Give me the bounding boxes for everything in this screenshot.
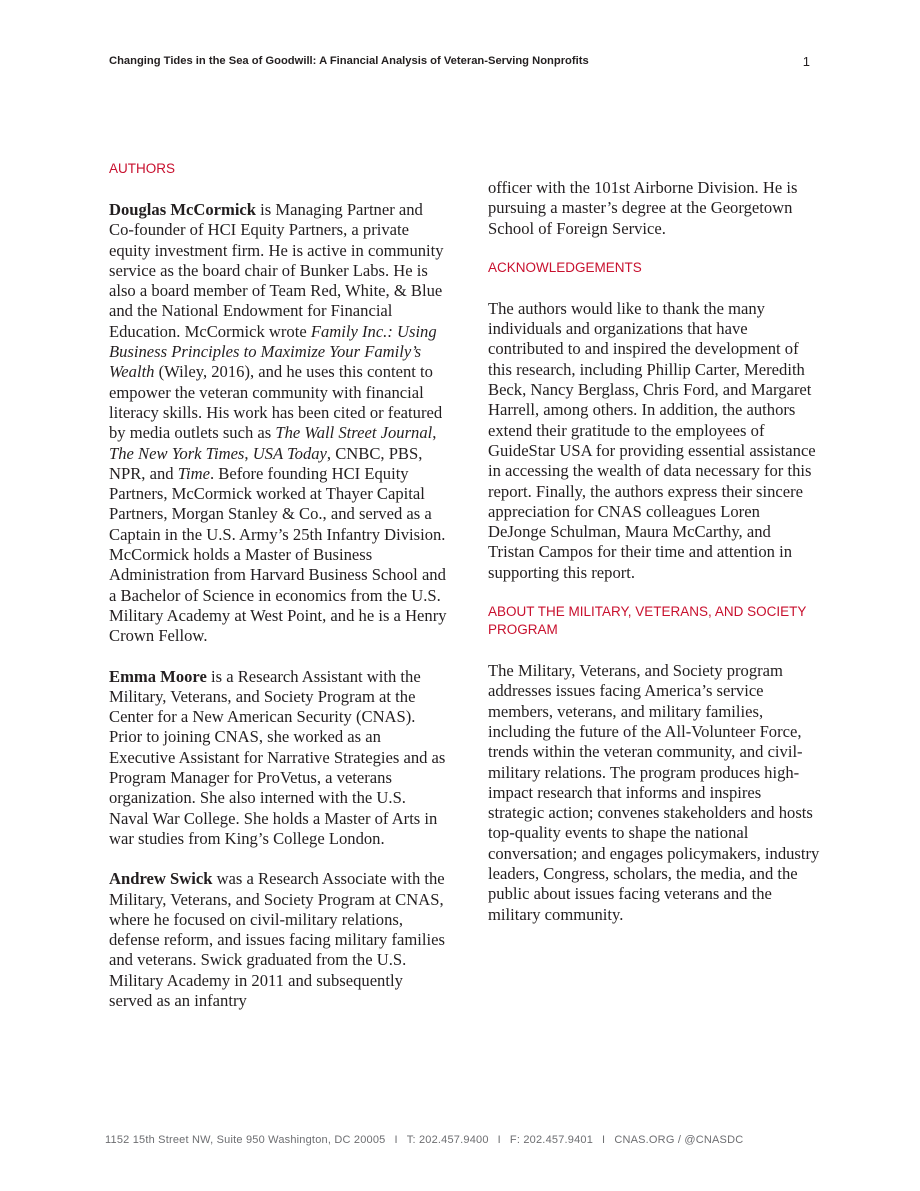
media-outlet: Time bbox=[177, 463, 210, 483]
authors-heading: AUTHORS bbox=[109, 161, 176, 176]
page-number: 1 bbox=[802, 54, 810, 69]
page-footer bbox=[105, 1134, 743, 1146]
program-heading: ABOUT THE MILITARY, VETERANS, AND SOCIETY PROGRAM bbox=[488, 604, 807, 638]
running-header: Changing Tides in the Sea of Goodwill: A Financial Analysis of Veteran-Serving Nonprofits bbox=[109, 55, 589, 67]
bio-text: is Managing Partner and Co-founder of HCI Equity Partners, a private equity investment firm. He is active in community service as the board chair of Bunker Labs. He is also a board member of Team Red, White, & Blue and the National Endowment for Financial Education. McCormick wrote bbox=[109, 200, 444, 341]
bio-text: was a Research Associate with the Military, Veterans, and Society Program at CNAS, where he focused on civil-military relations, defense reform, and issues facing military families and veterans. Swick graduated from the U.S. Military Academy in 2011 and subsequently served as an infantry bbox=[109, 869, 445, 1010]
acknowledgements-text: The authors would like to thank the many individuals and organizations that have contributed to and inspired the development of this research, including Phillip Carter, Meredith Beck, Nancy Berglass, Chris Ford, and Margaret Harrell, among others. In addition, the authors extend their gratitude to the employees of GuideStar USA for providing essential assistance in accessing the wealth of data necessary for this report. Finally, the authors express their sincere appreciation for CNAS colleagues Loren DeJonge Schulman, Maura McCarthy, and Tristan Campos for their time and attention in supporting this report. bbox=[488, 298, 816, 582]
bio-mccormick bbox=[109, 200, 449, 647]
bio-moore bbox=[109, 667, 449, 850]
bio-text: . Before founding HCI Equity Partners, McCormick worked at Thayer Capital Partners, Morgan Stanley & Co., and served as a Captain in the U.S. Army’s 25th Infantry Division. McCormick holds a Master of Business Administration from Harvard Business School and a Bachelor of Science in economics from the U.S. Military Academy at West Point, and he is a Henry Crown Fellow. bbox=[109, 463, 447, 646]
footer-separator: I bbox=[394, 1134, 398, 1146]
bio-text: is a Research Assistant with the Military, Veterans, and Society Program at the Center for a New American Security (CNAS). Prior to joining CNAS, she worked as an Executive Assistant for Narrative Strategies and as Program Manager for ProVetus, a veterans organization. She also interned with the U.S. Naval War College. She holds a Master of Arts in war studies from King’s College London. bbox=[109, 666, 446, 848]
footer-web: CNAS.ORG / @CNASDC bbox=[614, 1134, 744, 1146]
bio-swick-continued: officer with the 101st Airborne Division. He is pursuing a master’s degree at the Georgetown School of Foreign Service. bbox=[488, 178, 798, 238]
footer-separator: I bbox=[602, 1134, 606, 1146]
book-title: Family Inc.: Using Business Principles to Maximize Your Family’s Wealth bbox=[109, 321, 437, 382]
author-name-moore: Emma Moore bbox=[109, 666, 207, 686]
bio-text: , CNBC, PBS, NPR, and bbox=[109, 443, 423, 483]
bio-text: , bbox=[432, 423, 437, 443]
author-name-mccormick: Douglas McCormick bbox=[109, 200, 257, 219]
footer-phone: T: 202.457.9400 bbox=[406, 1134, 489, 1146]
media-outlet: USA Today bbox=[252, 443, 327, 463]
right-column bbox=[488, 178, 820, 945]
left-column bbox=[109, 160, 449, 1031]
bio-text: (Wiley, 2016), and he uses this content to empower the veteran community with financial literacy skills. His work has been cited or featured by media outlets such as bbox=[109, 362, 443, 443]
bio-text: , bbox=[244, 443, 253, 463]
program-text: The Military, Veterans, and Society program addresses issues facing America’s service members, veterans, and military families, including the future of the All-Volunteer Force, trends within the veteran community, and civil-military relations. The program produces high-impact research that informs and inspires strategic action; convenes stakeholders and hosts top-quality events to shape the national conversation; and engages policymakers, industry leaders, Congress, scholars, the media, and the public about issues facing veterans and the military community. bbox=[488, 661, 820, 924]
media-outlet: The New York Times bbox=[109, 443, 245, 463]
acknowledgements-heading: ACKNOWLEDGEMENTS bbox=[488, 259, 642, 275]
author-name-swick: Andrew Swick bbox=[109, 869, 213, 889]
footer-fax: F: 202.457.9401 bbox=[509, 1134, 594, 1146]
media-outlet: The Wall Street Journal bbox=[275, 423, 433, 443]
footer-separator: I bbox=[497, 1134, 501, 1146]
bio-swick bbox=[109, 869, 449, 1011]
footer-address: 1152 15th Street NW, Suite 950 Washington, DC 20005 bbox=[105, 1134, 386, 1146]
